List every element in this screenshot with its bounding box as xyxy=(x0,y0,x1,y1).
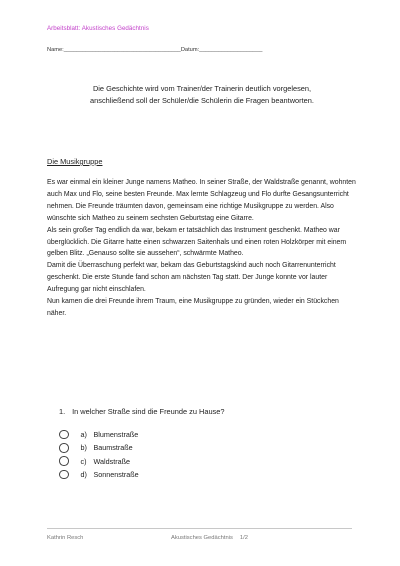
answer-option-b[interactable] xyxy=(59,441,139,454)
radio-circle-icon[interactable] xyxy=(59,443,69,453)
radio-circle-icon[interactable] xyxy=(59,430,69,440)
name-field-blank[interactable]: _____________________________________ xyxy=(63,47,181,53)
option-letter: d) xyxy=(80,470,87,480)
story-paragraph: Es war einmal ein kleiner Junge namens Matheo. In seiner Straße, der Waldstraße genannt, wohnten auch Max und Flo, seine besten Freunde. Max lernte Schlagzeug und Flo durfte Gesangsunterricht nehmen. Die Freunde träumten davon, gemeinsam eine richtige Musikgruppe zu werden. Also wünschte sich Matheo zu seinem sechsten Geburtstag eine Gitarre. xyxy=(47,179,356,222)
answer-option-a[interactable] xyxy=(59,428,139,441)
date-label: Datum: xyxy=(180,47,200,53)
radio-circle-icon[interactable] xyxy=(59,456,69,466)
option-text: Baumstraße xyxy=(93,443,133,453)
instruction-line: anschließend soll der Schüler/die Schülerin die Fragen beantworten. xyxy=(90,96,314,106)
option-text: Waldstraße xyxy=(93,456,130,466)
question-text: In welcher Straße sind die Freunde zu Hause? xyxy=(72,407,225,416)
worksheet-title: Arbeitsblatt: Akustisches Gedächtnis xyxy=(47,25,149,32)
option-text: Blumenstraße xyxy=(93,430,139,440)
answer-option-c[interactable] xyxy=(59,455,139,468)
option-letter: a) xyxy=(80,430,87,440)
story-text xyxy=(47,177,359,320)
question-number: 1. xyxy=(59,407,66,416)
story-paragraph: Damit die Überraschung perfekt war, bekam das Geburtstagskind auch noch Gitarrenunterricht geschenkt. Die erste Stunde fand schon am nächsten Tag statt. Der Junge konnte vor lauter Aufregung gar nicht einschlafen. xyxy=(47,262,336,294)
answer-options xyxy=(59,428,139,481)
radio-circle-icon[interactable] xyxy=(59,470,69,480)
footer-page-number: 1/2 xyxy=(239,535,248,541)
date-field-blank[interactable]: ____________________ xyxy=(199,47,263,53)
instruction-text xyxy=(47,83,357,107)
name-date-line xyxy=(47,47,357,53)
answer-option-d[interactable] xyxy=(59,468,139,481)
option-letter: b) xyxy=(80,443,87,453)
story-paragraph: Als sein großer Tag endlich da war, bekam er tatsächlich das Instrument geschenkt. Matheo war überglücklich. Die Gitarre hatte einen schwarzen Saitenhals und einen roten Holzkörper mit einem gelben Blitz. „Genauso sollte sie aussehen“, schwärmte Matheo. xyxy=(47,226,347,258)
story-heading: Die Musikgruppe xyxy=(47,157,103,166)
footer-doc-title: Akustisches Gedächtnis xyxy=(171,535,233,541)
instruction-line: Die Geschichte wird vom Trainer/der Trainerin deutlich vorgelesen, xyxy=(92,84,312,93)
footer-doc-info xyxy=(171,535,248,541)
option-text: Sonnenstraße xyxy=(93,470,139,480)
story-paragraph: Nun kamen die drei Freunde ihrem Traum, eine Musikgruppe zu gründen, wieder ein Stückchen näher. xyxy=(47,298,339,317)
name-label: Name: xyxy=(47,47,64,53)
question-1 xyxy=(59,407,224,416)
footer-author: Kathrin Resch xyxy=(47,535,84,541)
footer-divider xyxy=(47,528,352,529)
option-letter: c) xyxy=(80,456,87,466)
